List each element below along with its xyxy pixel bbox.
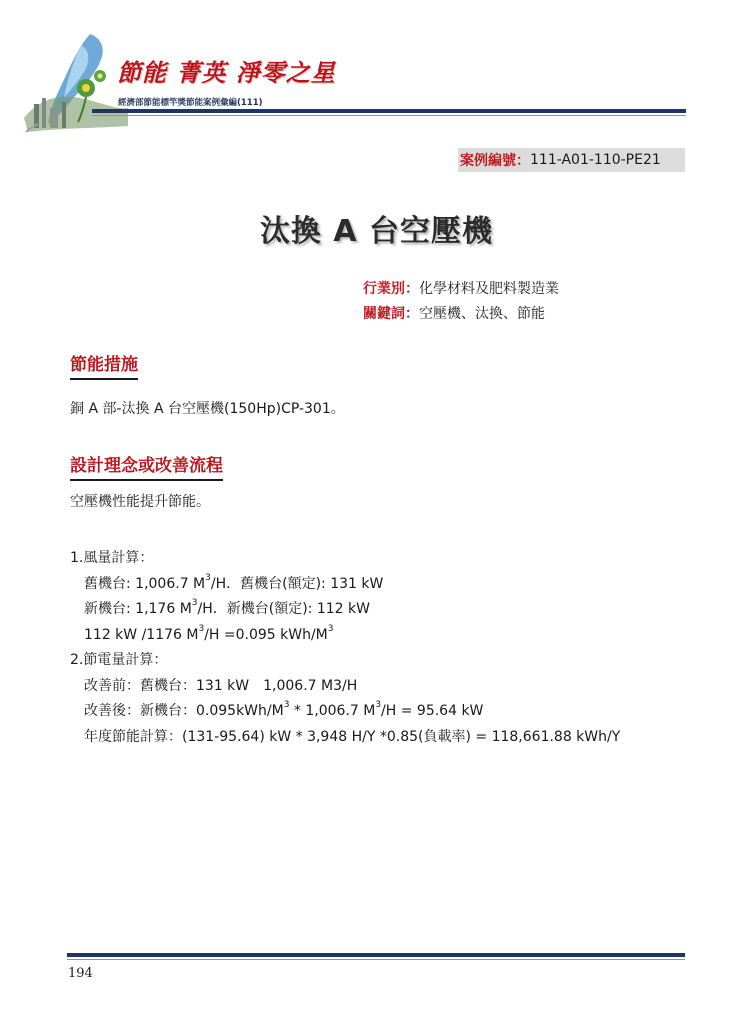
footer-divider: [67, 953, 685, 957]
page-title: 汰換 A 台空壓機: [259, 214, 494, 249]
case-number-value: 111-A01-110-PE21: [530, 152, 661, 168]
measures-text: 銅 A 部-汰換 A 台空壓機(150Hp)CP-301。: [70, 401, 345, 417]
case-number-box: [458, 148, 685, 172]
old-machine-line: 舊機台: 1,006.7 $M^3/H$．舊機台(額定): 131 kW: [84, 572, 384, 592]
keywords-value: 空壓機、汰換、節能: [419, 306, 545, 322]
industry-line: [363, 278, 559, 298]
annual-savings-line: 年度節能計算：(131-95.64) kW * 3,948 H/Y *0.85(負載率) = 118,661.88 kWh/Y: [84, 728, 621, 745]
header-divider: [92, 109, 686, 113]
footer-divider-thin: [67, 959, 685, 960]
header-divider-thin: [92, 115, 686, 116]
taiwan-logo-icon: [20, 28, 130, 133]
section-heading-measures: 節能措施: [70, 350, 138, 380]
industry-value: 化學材料及肥料製造業: [419, 281, 559, 297]
page-header: [0, 0, 753, 140]
design-text: 空壓機性能提升節能。: [70, 494, 210, 510]
airflow-heading: 1.風量計算：: [70, 550, 154, 566]
brand-logo-text: 節能 菁英 淨零之星: [117, 58, 336, 87]
keywords-label: 關鍵詞：: [363, 306, 419, 322]
before-improvement-line: 改善前：舊機台：131 kW 1,006.7 M3/H: [84, 677, 358, 694]
case-number-label: 案例編號：: [460, 153, 530, 169]
ratio-line: 112 kW /1176 $M^3/H =0.095$ kWh/$M^3$: [84, 623, 334, 643]
header-subtitle: 經濟部節能標竿獎節能案例彙編(111): [118, 98, 263, 108]
calculation-block: [70, 546, 620, 750]
section-heading-design: 設計理念或改善流程: [70, 451, 223, 481]
savings-heading: 2.節電量計算：: [70, 652, 168, 668]
industry-label: 行業別：: [363, 281, 419, 297]
new-machine-line: 新機台: 1,176 $M^3/H$．新機台(額定): 112 kW: [84, 598, 370, 617]
after-improvement-line: 改善後：新機台：$0.095kWh/M^3 * 1,006.7$ $M^3/H = 95.64$ kW: [84, 700, 484, 719]
page-number: 194: [68, 966, 93, 981]
keywords-line: [363, 303, 545, 323]
